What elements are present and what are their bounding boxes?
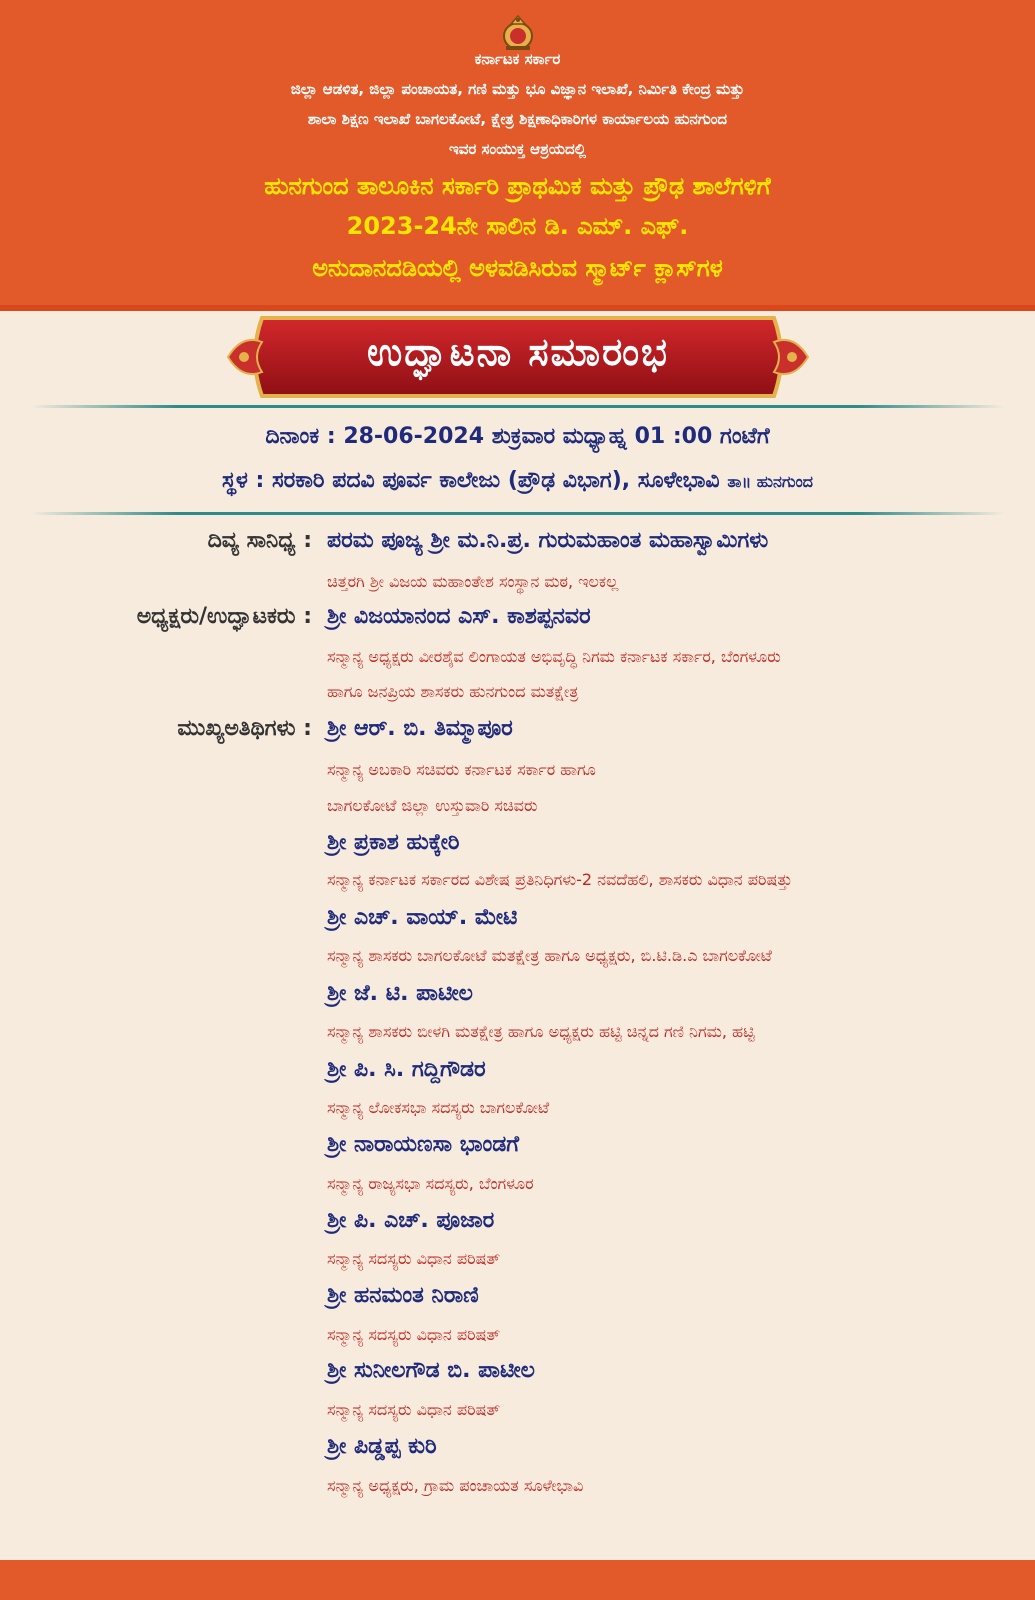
event-venue: ಸ್ಥಳ : ಸರಕಾರಿ ಪದವಿ ಪೂರ್ವ ಕಾಲೇಜು (ಪ್ರೌಢ ವಿಭಾಗ), ಸೂಳೇಭಾವಿ [221, 468, 720, 493]
guest-desc-2b: ಹಾಗೂ ಜನಪ್ರಿಯ ಶಾಸಕರು ಹುನಗುಂದ ಮತಕ್ಷೇತ್ರ [327, 682, 579, 701]
guest-name-7: ಶ್ರೀ ಪಿ. ಸಿ. ಗದ್ದಿಗೌಡರ [327, 1057, 486, 1082]
header-govt-line: ಕರ್ನಾಟಕ ಸರ್ಕಾರ [474, 50, 561, 68]
karnataka-emblem-icon [497, 12, 539, 54]
header-departments-line: ಜಿಲ್ಲಾ ಆಡಳಿತ, ಜಿಲ್ಲಾ ಪಂಚಾಯತ, ಗಣಿ ಮತ್ತು ಭೂ ವಿಜ್ಞಾನ ಇಲಾಖೆ, ನಿರ್ಮಿತಿ ಕೇಂದ್ರ ಮತ್ತು [290, 80, 745, 98]
guest-name-6: ಶ್ರೀ ಜೆ. ಟಿ. ಪಾಟೀಲ [327, 981, 473, 1006]
guest-name-3: ಶ್ರೀ ಆರ್. ಬಿ. ತಿಮ್ಮಾಪೂರ [327, 716, 513, 741]
banner-title: ಉದ್ಘಾಟನಾ ಸಮಾರಂಭ [367, 330, 669, 374]
divider-bottom [30, 512, 1005, 515]
guest-desc-7: ಸನ್ಮಾನ್ಯ ಲೋಕಸಭಾ ಸದಸ್ಯರು ಬಾಗಲಕೋಟೆ [327, 1098, 550, 1117]
guest-desc-6: ಸನ್ಮಾನ್ಯ ಶಾಸಕರು ಬೀಳಗಿ ಮತಕ್ಷೇತ್ರ ಹಾಗೂ ಅಧ್ಯಕ್ಷರು ಹಟ್ಟಿ ಚಿನ್ನದ ಗಣಿ ನಿಗಮ, ಹಟ್ಟಿ [327, 1022, 755, 1041]
footer-band [0, 1560, 1035, 1600]
guest-name-2: ಶ್ರೀ ವಿಜಯಾನಂದ ಎಸ್. ಕಾಶಪ್ಪನವರ [327, 604, 591, 629]
guest-desc-1: ಚಿತ್ತರಗಿ ಶ್ರೀ ವಿಜಯ ಮಹಾಂತೇಶ ಸಂಸ್ಥಾನ ಮಠ, ಇಲಕಲ್ಲ [327, 572, 619, 591]
guest-name-8: ಶ್ರೀ ನಾರಾಯಣಸಾ ಭಾಂಡಗೆ [327, 1132, 520, 1157]
guest-name-1: ಪರಮ ಪೂಜ್ಯ ಶ್ರೀ ಮ.ನಿ.ಪ್ರ. ಗುರುಮಹಾಂತ ಮಹಾಸ್ವಾಮಿಗಳು [327, 528, 769, 553]
label-mukhya-atithigalu: ಮುಖ್ಯಅತಿಥಿಗಳು : [177, 716, 312, 741]
divider-top [30, 405, 1005, 408]
guest-desc-8: ಸನ್ಮಾನ್ಯ ರಾಜ್ಯಸಭಾ ಸದಸ್ಯರು, ಬೆಂಗಳೂರ [327, 1174, 534, 1193]
guest-desc-3a: ಸನ್ಮಾನ್ಯ ಅಬಕಾರಿ ಸಚಿವರು ಕರ್ನಾಟಕ ಸರ್ಕಾರ ಹಾಗೂ [327, 760, 596, 779]
header-joint-auspices-line: ಇವರ ಸಂಯುಕ್ತ ಆಶ್ರಯದಲ್ಲಿ [448, 140, 587, 158]
guest-desc-12: ಸನ್ಮಾನ್ಯ ಅಧ್ಯಕ್ಷರು, ಗ್ರಾಮ ಪಂಚಾಯತ ಸೂಳೇಭಾವಿ [327, 1476, 584, 1495]
header-border [0, 305, 1035, 311]
guest-name-12: ಶ್ರೀ ಪಿಡ್ಡಪ್ಪ ಕುರಿ [327, 1434, 437, 1459]
header-title-line-1: ಹುನಗುಂದ ತಾಲೂಕಿನ ಸರ್ಕಾರಿ ಪ್ರಾಥಮಿಕ ಮತ್ತು ಪ್ರೌಢ ಶಾಲೆಗಳಿಗೆ [264, 172, 771, 200]
header-title-line-3: ಅನುದಾನದಡಿಯಲ್ಲಿ ಅಳವಡಿಸಿರುವ ಸ್ಮಾರ್ಟ್ ಕ್ಲಾಸ್‌ಗಳ [312, 254, 723, 282]
guest-name-10: ಶ್ರೀ ಹನಮಂತ ನಿರಾಣಿ [327, 1283, 479, 1308]
event-venue-row [0, 468, 1035, 493]
event-venue-taluk: ತಾ॥ ಹುನಗುಂದ [727, 472, 814, 491]
guest-desc-2a: ಸನ್ಮಾನ್ಯ ಅಧ್ಯಕ್ಷರು ವೀರಶೈವ ಲಿಂಗಾಯತ ಅಭಿವೃದ್ಧಿ ನಿಗಮ ಕರ್ನಾಟಕ ಸರ್ಕಾರ, ಬೆಂಗಳೂರು [327, 647, 781, 666]
guest-name-5: ಶ್ರೀ ಎಚ್. ವಾಯ್. ಮೇಟಿ [327, 905, 518, 930]
guest-name-11: ಶ್ರೀ ಸುನೀಲಗೌಡ ಬಿ. ಪಾಟೀಲ [327, 1358, 535, 1383]
guest-desc-5: ಸನ್ಮಾನ್ಯ ಶಾಸಕರು ಬಾಗಲಕೋಟೆ ಮತಕ್ಷೇತ್ರ ಹಾಗೂ ಅಧ್ಯಕ್ಷರು, ಬಿ.ಟಿ.ಡಿ.ಎ ಬಾಗಲಕೋಟೆ [327, 946, 772, 965]
label-divya-sanidhya: ದಿವ್ಯ ಸಾನಿಧ್ಯ : [207, 528, 312, 553]
guest-name-9: ಶ್ರೀ ಪಿ. ಎಚ್. ಪೂಜಾರ [327, 1208, 495, 1233]
guest-name-4: ಶ್ರೀ ಪ್ರಕಾಶ ಹುಕ್ಕೇರಿ [327, 830, 460, 855]
guest-desc-11: ಸನ್ಮಾನ್ಯ ಸದಸ್ಯರು ವಿಧಾನ ಪರಿಷತ್ [327, 1400, 501, 1419]
header [0, 0, 1035, 305]
header-offices-line: ಶಾಲಾ ಶಿಕ್ಷಣ ಇಲಾಖೆ ಬಾಗಲಕೋಟೆ, ಕ್ಷೇತ್ರ ಶಿಕ್ಷಣಾಧಿಕಾರಿಗಳ ಕಾರ್ಯಾಲಯ ಹುನಗುಂದ [307, 110, 728, 128]
guest-desc-4: ಸನ್ಮಾನ್ಯ ಕರ್ನಾಟಕ ಸರ್ಕಾರದ ವಿಶೇಷ ಪ್ರತಿನಿಧಿಗಳು-2 ನವದೆಹಲಿ, ಶಾಸಕರು ವಿಧಾನ ಪರಿಷತ್ತು [327, 870, 793, 889]
label-adhyaksha-udghataka: ಅಧ್ಯಕ್ಷರು/ಉದ್ಘಾಟಕರು : [136, 604, 312, 629]
header-title-line-2: 2023-24ನೇ ಸಾಲಿನ ಡಿ. ಎಮ್. ಎಫ್. [346, 212, 689, 240]
guest-desc-10: ಸನ್ಮಾನ್ಯ ಸದಸ್ಯರು ವಿಧಾನ ಪರಿಷತ್ [327, 1325, 501, 1344]
guest-desc-9: ಸನ್ಮಾನ್ಯ ಸದಸ್ಯರು ವಿಧಾನ ಪರಿಷತ್ [327, 1249, 501, 1268]
event-date: ದಿನಾಂಕ : 28-06-2024 ಶುಕ್ರವಾರ ಮಧ್ಯಾಹ್ನ 01 :00 ಗಂಟೆಗೆ [265, 424, 770, 449]
guest-desc-3b: ಬಾಗಲಕೋಟೆ ಜಿಲ್ಲಾ ಉಸ್ತುವಾರಿ ಸಚಿವರು [327, 796, 538, 815]
ceremony-banner [222, 312, 814, 402]
